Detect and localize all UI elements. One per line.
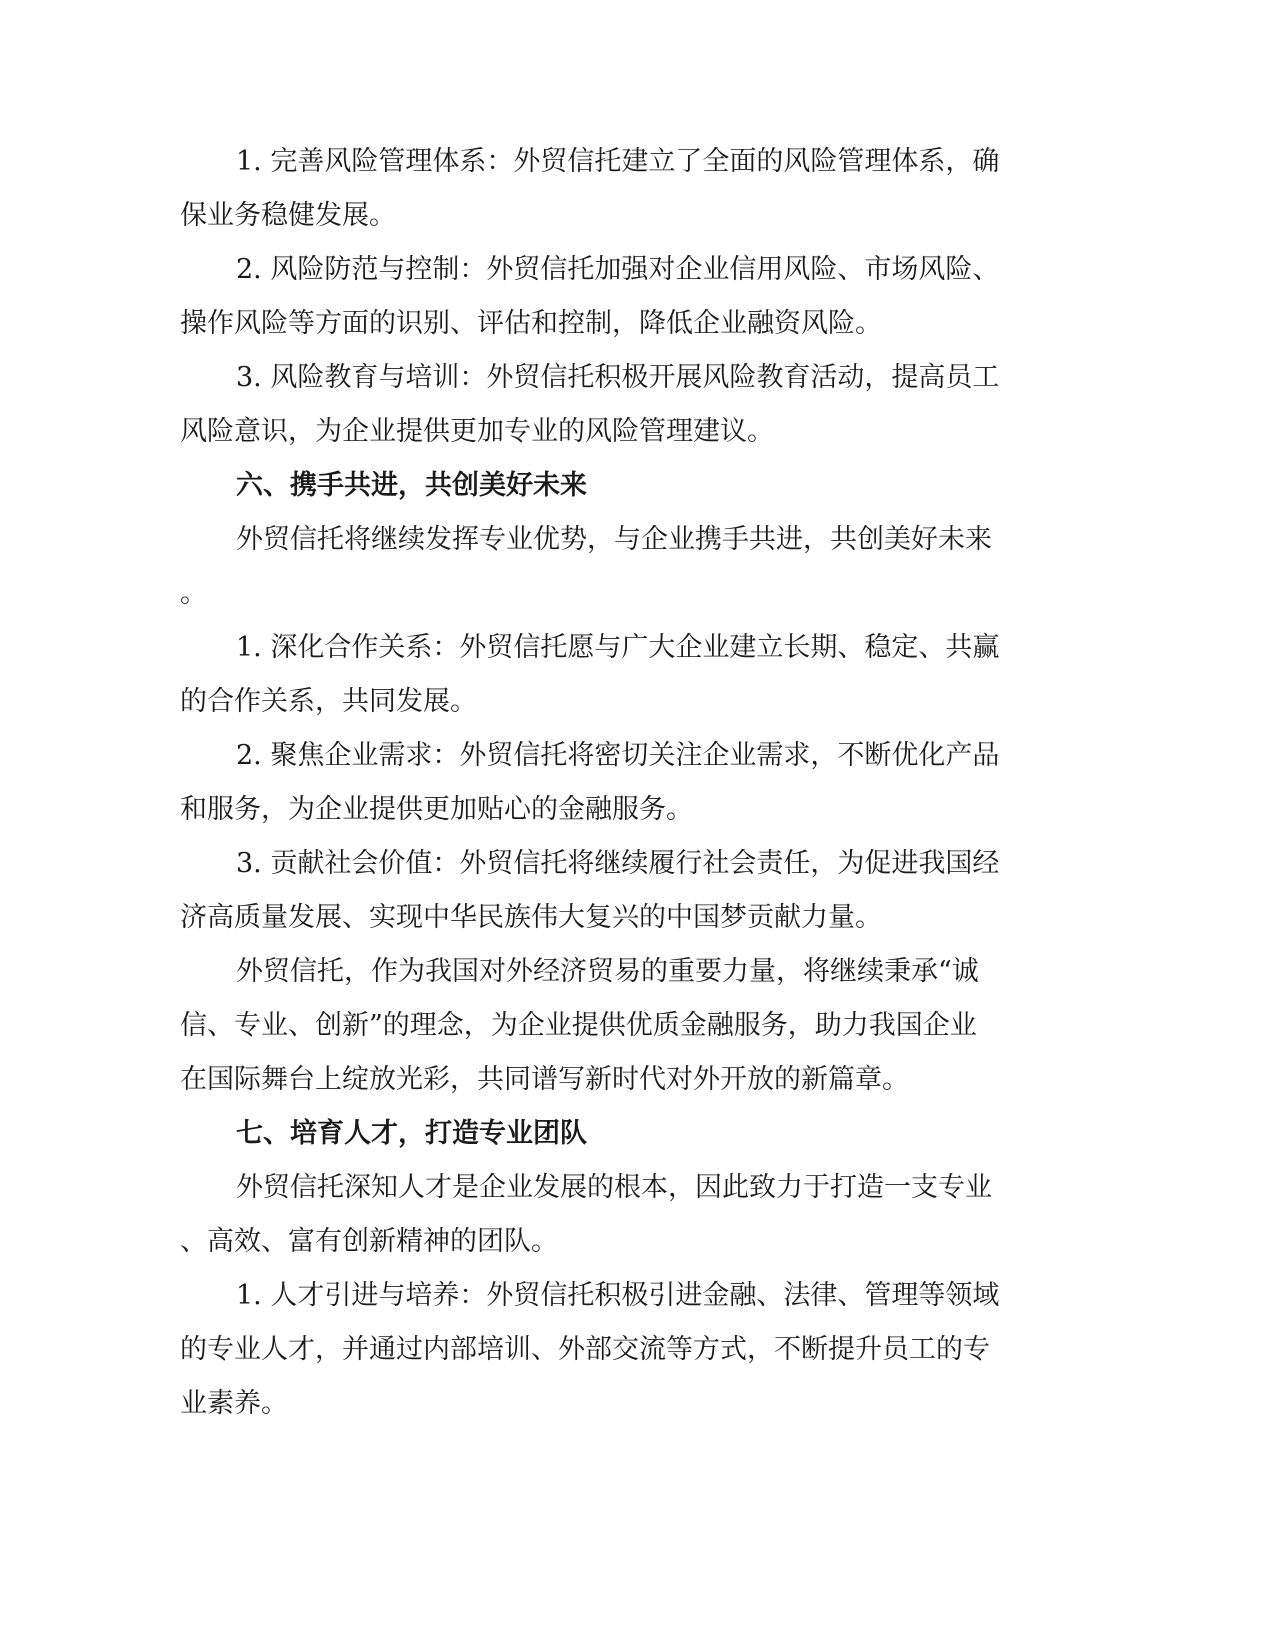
- list-item: [180, 351, 1028, 459]
- list-item: [180, 1269, 1028, 1431]
- text-line: 风险意识，为企业提供更加专业的风险管理建议。: [180, 416, 774, 447]
- list-item: [180, 621, 1028, 729]
- text-line: 。: [180, 578, 207, 609]
- text-line: 1. 深化合作关系：外贸信托愿与广大企业建立长期、稳定、共赢: [236, 632, 1000, 663]
- text-line: 、高效、富有创新精神的团队。: [180, 1226, 558, 1257]
- text-line: 2. 聚焦企业需求：外贸信托将密切关注企业需求，不断优化产品: [236, 740, 1000, 771]
- text-line: 信、专业、创新”的理念，为企业提供优质金融服务，助力我国企业: [180, 1010, 977, 1041]
- text-line: 七、培育人才，打造专业团队: [236, 1118, 587, 1149]
- text-line: 1. 完善风险管理体系：外贸信托建立了全面的风险管理体系，确: [236, 146, 1000, 177]
- list-item: [180, 243, 1028, 351]
- text-line: 的合作关系，共同发展。: [180, 686, 477, 717]
- paragraph: [180, 513, 1028, 621]
- text-line: 外贸信托，作为我国对外经济贸易的重要力量，将继续秉承“诚: [236, 956, 979, 987]
- text-line: 的专业人才，并通过内部培训、外部交流等方式，不断提升员工的专: [180, 1334, 990, 1365]
- section-heading: [180, 1107, 1028, 1161]
- text-line: 操作风险等方面的识别、评估和控制，降低企业融资风险。: [180, 308, 882, 339]
- list-item: [180, 135, 1028, 243]
- text-line: 2. 风险防范与控制：外贸信托加强对企业信用风险、市场风险、: [236, 254, 1000, 285]
- text-line: 保业务稳健发展。: [180, 200, 396, 231]
- paragraph: [180, 945, 1028, 1107]
- text-line: 济高质量发展、实现中华民族伟大复兴的中国梦贡献力量。: [180, 902, 882, 933]
- document-page: [180, 135, 1028, 1431]
- text-line: 业素养。: [180, 1388, 288, 1419]
- text-line: 3. 贡献社会价值：外贸信托将继续履行社会责任，为促进我国经: [236, 848, 1000, 879]
- text-line: 和服务，为企业提供更加贴心的金融服务。: [180, 794, 693, 825]
- text-line: 在国际舞台上绽放光彩，共同谱写新时代对外开放的新篇章。: [180, 1064, 909, 1095]
- list-item: [180, 729, 1028, 837]
- text-line: 外贸信托深知人才是企业发展的根本，因此致力于打造一支专业: [236, 1172, 992, 1203]
- paragraph: [180, 1161, 1028, 1269]
- text-line: 3. 风险教育与培训：外贸信托积极开展风险教育活动，提高员工: [236, 362, 1000, 393]
- list-item: [180, 837, 1028, 945]
- text-line: 外贸信托将继续发挥专业优势，与企业携手共进，共创美好未来: [236, 524, 992, 555]
- text-line: 六、携手共进，共创美好未来: [236, 470, 587, 501]
- text-line: 1. 人才引进与培养：外贸信托积极引进金融、法律、管理等领域: [236, 1280, 1000, 1311]
- section-heading: [180, 459, 1028, 513]
